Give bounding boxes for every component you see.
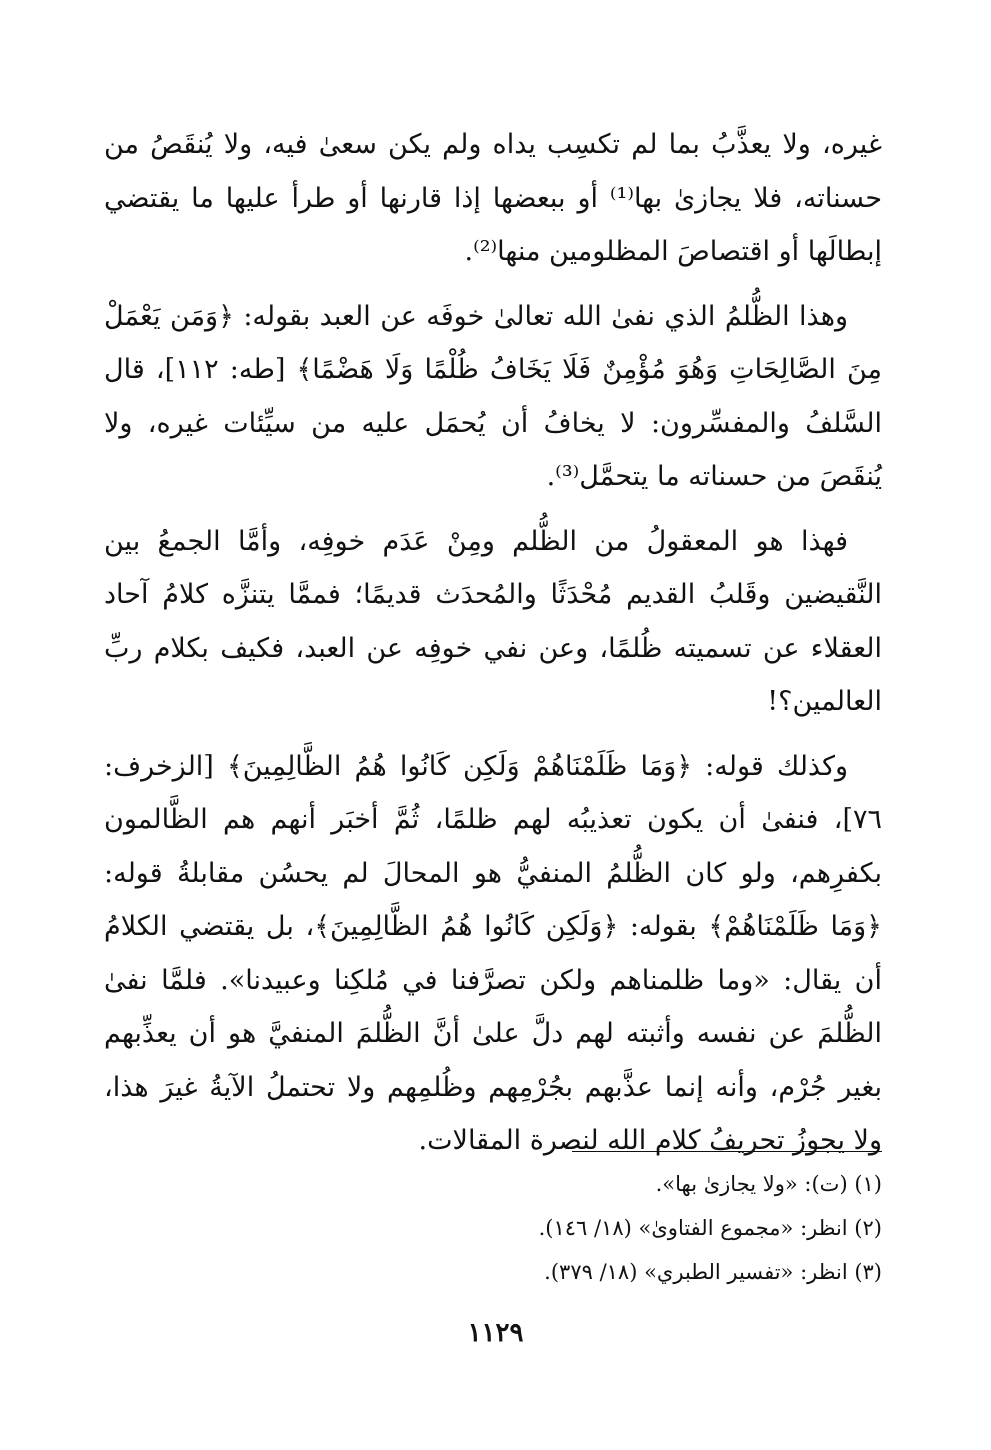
footnote-1: (١) (ت): «ولا يجازىٰ بها». <box>655 1172 882 1196</box>
paragraph-3: فهذا هو المعقولُ من الظُّلم ومِنْ عَدَم خوفِه، وأمَّا الجمعُ بين النَّقيضين وقَلبُ القديم مُحْدَثًا والمُحدَث قديمًا؛ فممَّا يتنزَّه كلامُ آحاد العقلاء عن تسميته ظُلمًا، وعن نفي خوفِه عن العبد، فكيف بكلام ربِّ العالمين؟! <box>104 525 882 717</box>
page-number: ١١٢٩ <box>467 1318 524 1348</box>
paragraph-1: غيره، ولا يعذَّبُ بما لم تكسِب يداه ولم يكن سعىٰ فيه، ولا يُنقَصُ من حسناته، فلا يجازىٰ بها⁽¹⁾ أو ببعضها إذا قارنها أو طرأ عليها ما يقتضي إبطالَها أو اقتصاصَ المظلومين منها⁽²⁾. <box>104 129 883 267</box>
footnotes <box>300 1162 882 1294</box>
main-text <box>104 118 882 1179</box>
footnote-divider <box>572 1151 882 1152</box>
paragraph-2: وهذا الظُّلمُ الذي نفىٰ الله تعالىٰ خوفَه عن العبد بقوله: ﴿وَمَن يَعْمَلْ مِنَ الصَّالِحَاتِ وَهُوَ مُؤْمِنٌ فَلَا يَخَافُ ظُلْمًا وَلَا هَضْمًا﴾ [طه: ١١٢]، قال السَّلفُ والمفسِّرون: لا يخافُ أن يُحمَل عليه من سيِّئات غيره، ولا يُنقَصَ من حسناته ما يتحمَّل⁽³⁾. <box>104 300 882 492</box>
paragraph-4: وكذلك قوله: ﴿وَمَا ظَلَمْنَاهُمْ وَلَكِن كَانُوا هُمُ الظَّالِمِينَ﴾ [الزخرف: ٧٦]، فنفىٰ أن يكون تعذيبُه لهم ظلمًا، ثُمَّ أخبَر أنهم هم الظَّالمون بكفرِهم، ولو كان الظُّلمُ المنفيُّ هو المحالَ لم يحسُن مقابلةُ قوله: ﴿وَمَا ظَلَمْنَاهُمْ﴾ بقوله: ﴿وَلَكِن كَانُوا هُمُ الظَّالِمِينَ﴾، بل يقتضي الكلامُ أن يقال: «وما ظلمناهم ولكن تصرَّفنا في مُلكِنا وعبيدنا». فلمَّا نفىٰ الظُّلمَ عن نفسه وأثبته لهم دلَّ علىٰ أنَّ الظُّلمَ المنفيَّ هو أن يعذِّبهم بغير جُرْم، وأنه إنما عذَّبهم بجُرْمِهم وظُلمِهم ولا تحتملُ الآيةُ غيرَ هذا، ولا يجوزُ تحريفُ كلام الله لنصرة المقالات. <box>104 750 882 1156</box>
footnote-2: (٢) انظر: «مجموع الفتاوىٰ» (١٨/ ١٤٦). <box>538 1216 882 1240</box>
footnote-3: (٣) انظر: «تفسير الطبري» (١٨/ ٣٧٩). <box>544 1260 882 1284</box>
